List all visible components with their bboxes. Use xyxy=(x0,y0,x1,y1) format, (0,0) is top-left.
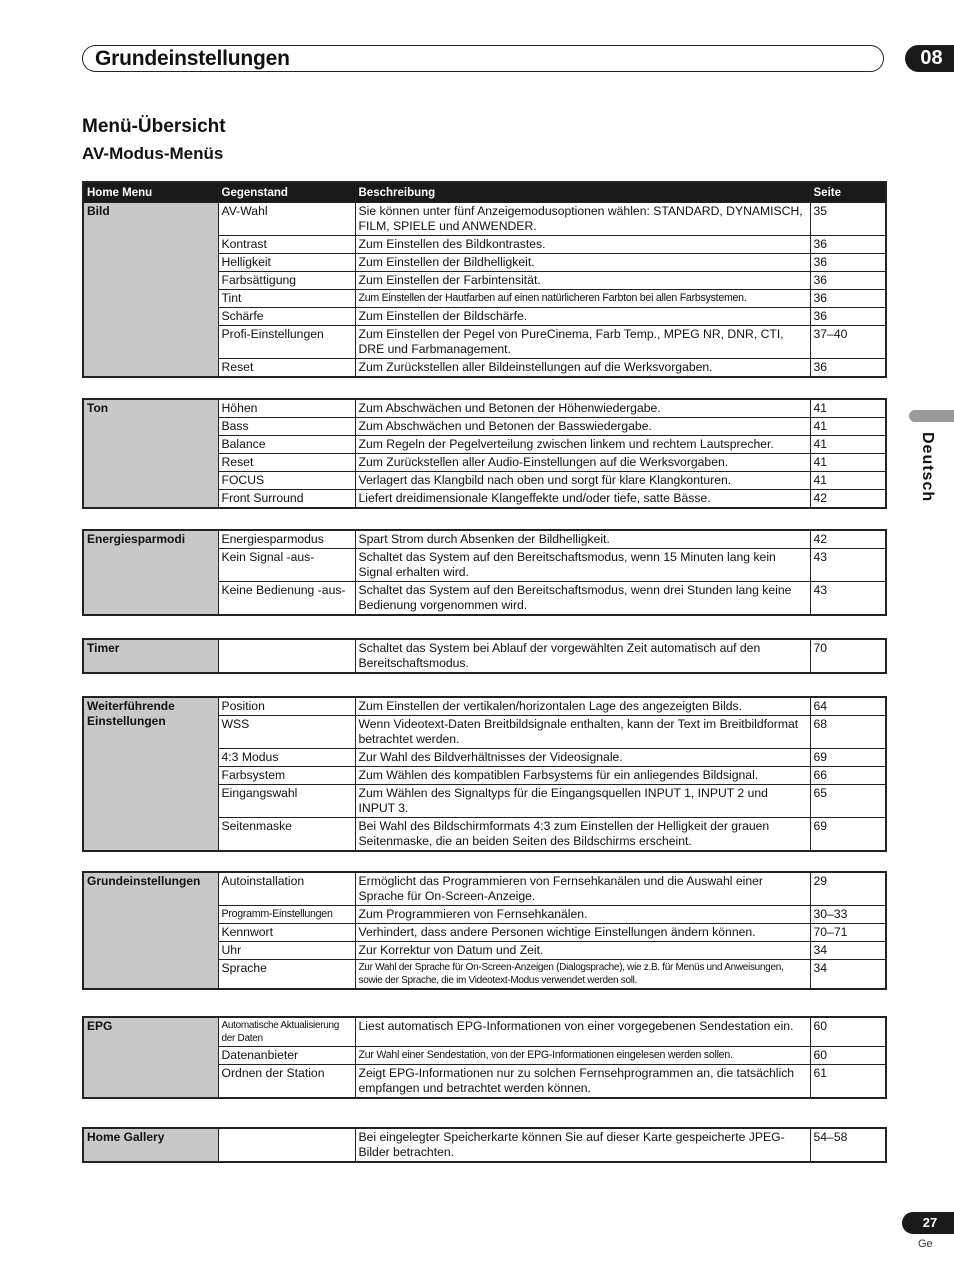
page-cell: 69 xyxy=(810,749,886,767)
item-cell: Uhr xyxy=(218,942,355,960)
description-cell: Zum Zurückstellen aller Bildeinstellungen auf die Werksvorgaben. xyxy=(355,359,810,378)
menu-table-section xyxy=(82,871,887,990)
menu-table-section xyxy=(82,1127,887,1163)
page-cell: 43 xyxy=(810,549,886,582)
description-cell: Sie können unter fünf Anzeigemodusoptionen wählen: STANDARD, DYNAMISCH, FILM, SPIELE und ANWENDER. xyxy=(355,203,810,236)
item-cell: Profi-Einstellungen xyxy=(218,326,355,359)
header-home-menu: Home Menu xyxy=(83,182,218,203)
item-cell: Reset xyxy=(218,359,355,378)
item-cell: Position xyxy=(218,697,355,716)
description-cell: Zum Einstellen des Bildkontrastes. xyxy=(355,236,810,254)
item-cell: Höhen xyxy=(218,399,355,418)
page-cell: 69 xyxy=(810,818,886,852)
item-cell xyxy=(218,639,355,673)
menu-table-section xyxy=(82,696,887,852)
header-item: Gegenstand xyxy=(218,182,355,203)
item-cell: Programm-Einstellungen xyxy=(218,906,355,924)
item-cell: Sprache xyxy=(218,960,355,990)
table-row xyxy=(83,203,886,236)
table-row xyxy=(83,872,886,906)
page-cell: 36 xyxy=(810,359,886,378)
item-cell: Keine Bedienung -aus- xyxy=(218,582,355,616)
item-cell: Ordnen der Station xyxy=(218,1065,355,1099)
description-cell: Zum Regeln der Pegelverteilung zwischen linkem und rechtem Lautsprecher. xyxy=(355,436,810,454)
table-row xyxy=(83,1128,886,1162)
page-cell: 54–58 xyxy=(810,1128,886,1162)
page-cell: 36 xyxy=(810,308,886,326)
page-cell: 41 xyxy=(810,472,886,490)
category-cell: Timer xyxy=(83,639,218,673)
item-cell: Front Surround xyxy=(218,490,355,509)
table-row xyxy=(83,399,886,418)
description-cell: Liest automatisch EPG-Informationen von einer vorgegebenen Sendestation ein. xyxy=(355,1017,810,1047)
description-cell: Zum Zurückstellen aller Audio-Einstellungen auf die Werksvorgaben. xyxy=(355,454,810,472)
header-page: Seite xyxy=(810,182,886,203)
page-cell: 60 xyxy=(810,1017,886,1047)
description-cell: Zeigt EPG-Informationen nur zu solchen Fernsehprogrammen an, die tatsächlich empfangen und betrachtet werden können. xyxy=(355,1065,810,1099)
page-title: Grundeinstellungen xyxy=(95,47,290,70)
description-cell: Verlagert das Klangbild nach oben und sorgt für klare Klangkonturen. xyxy=(355,472,810,490)
item-cell: Autoinstallation xyxy=(218,872,355,906)
item-cell: Kein Signal -aus- xyxy=(218,549,355,582)
item-cell: Farbsystem xyxy=(218,767,355,785)
item-cell: Energiesparmodus xyxy=(218,530,355,549)
table-row xyxy=(83,530,886,549)
item-cell: Eingangswahl xyxy=(218,785,355,818)
item-cell: Kontrast xyxy=(218,236,355,254)
category-cell: Energiesparmodi xyxy=(83,530,218,615)
page-cell: 36 xyxy=(810,254,886,272)
page-cell: 65 xyxy=(810,785,886,818)
description-cell: Zum Programmieren von Fernsehkanälen. xyxy=(355,906,810,924)
description-cell: Zur Wahl des Bildverhältnisses der Videosignale. xyxy=(355,749,810,767)
item-cell: Seitenmaske xyxy=(218,818,355,852)
description-cell: Schaltet das System auf den Bereitschaftsmodus, wenn drei Stunden lang keine Bedienung vorgenommen wird. xyxy=(355,582,810,616)
page-cell: 60 xyxy=(810,1047,886,1065)
description-cell: Zum Wählen des Signaltyps für die Eingangsquellen INPUT 1, INPUT 2 und INPUT 3. xyxy=(355,785,810,818)
description-cell: Zum Abschwächen und Betonen der Höhenwiedergabe. xyxy=(355,399,810,418)
table-row xyxy=(83,1017,886,1047)
description-cell: Zum Wählen des kompatiblen Farbsystems für ein anliegendes Bildsignal. xyxy=(355,767,810,785)
menu-table-section xyxy=(82,1016,887,1099)
item-cell: Automatische Aktualisierung der Daten xyxy=(218,1017,355,1047)
page-cell: 41 xyxy=(810,399,886,418)
description-cell: Zur Wahl der Sprache für On-Screen-Anzeigen (Dialogsprache), wie z.B. für Menüs und Anweisungen, sowie der Sprache, die im Videotext-Modus verwendet werden soll. xyxy=(355,960,810,990)
description-cell: Zum Abschwächen und Betonen der Basswiedergabe. xyxy=(355,418,810,436)
description-cell: Zum Einstellen der Bildhelligkeit. xyxy=(355,254,810,272)
page-cell: 70–71 xyxy=(810,924,886,942)
description-cell: Zur Wahl einer Sendestation, von der EPG-Informationen eingelesen werden sollen. xyxy=(355,1047,810,1065)
page-number: 27 xyxy=(902,1212,954,1234)
page-cell: 29 xyxy=(810,872,886,906)
section-heading: Menü-Übersicht xyxy=(82,116,226,137)
menu-table-section xyxy=(82,638,887,674)
page-cell: 66 xyxy=(810,767,886,785)
item-cell: Datenanbieter xyxy=(218,1047,355,1065)
language-tab-marker xyxy=(909,410,954,422)
chapter-badge: 08 xyxy=(905,45,954,72)
page-cell: 36 xyxy=(810,290,886,308)
item-cell xyxy=(218,1128,355,1162)
description-cell: Schaltet das System auf den Bereitschaftsmodus, wenn 15 Minuten lang kein Signal erhalten wird. xyxy=(355,549,810,582)
description-cell: Zum Einstellen der vertikalen/horizontalen Lage des angezeigten Bilds. xyxy=(355,697,810,716)
description-cell: Verhindert, dass andere Personen wichtige Einstellungen ändern können. xyxy=(355,924,810,942)
item-cell: Reset xyxy=(218,454,355,472)
description-cell: Zum Einstellen der Bildschärfe. xyxy=(355,308,810,326)
item-cell: FOCUS xyxy=(218,472,355,490)
description-cell: Bei eingelegter Speicherkarte können Sie auf dieser Karte gespeicherte JPEG-Bilder betrachten. xyxy=(355,1128,810,1162)
subsection-heading: AV-Modus-Menüs xyxy=(82,144,224,163)
page-cell: 37–40 xyxy=(810,326,886,359)
category-cell: EPG xyxy=(83,1017,218,1098)
menu-table-section xyxy=(82,181,887,378)
item-cell: Bass xyxy=(218,418,355,436)
item-cell: Kennwort xyxy=(218,924,355,942)
page-cell: 36 xyxy=(810,272,886,290)
item-cell: Helligkeit xyxy=(218,254,355,272)
description-cell: Zum Einstellen der Pegel von PureCinema, Farb Temp., MPEG NR, DNR, CTI, DRE und Farbmanagement. xyxy=(355,326,810,359)
item-cell: AV-Wahl xyxy=(218,203,355,236)
page-cell: 61 xyxy=(810,1065,886,1099)
page-cell: 64 xyxy=(810,697,886,716)
item-cell: 4:3 Modus xyxy=(218,749,355,767)
table-row xyxy=(83,697,886,716)
language-side-label: Deutsch xyxy=(919,432,936,503)
page-cell: 42 xyxy=(810,530,886,549)
table-row xyxy=(83,639,886,673)
language-code: Ge xyxy=(918,1238,933,1250)
page-cell: 35 xyxy=(810,203,886,236)
category-cell: Weiterführende Einstellungen xyxy=(83,697,218,851)
item-cell: Farbsättigung xyxy=(218,272,355,290)
description-cell: Zum Einstellen der Farbintensität. xyxy=(355,272,810,290)
page-cell: 41 xyxy=(810,436,886,454)
category-cell: Grundeinstellungen xyxy=(83,872,218,989)
page-cell: 68 xyxy=(810,716,886,749)
description-cell: Liefert dreidimensionale Klangeffekte und/oder tiefe, satte Bässe. xyxy=(355,490,810,509)
description-cell: Ermöglicht das Programmieren von Fernsehkanälen und die Auswahl einer Sprache für On-Screen-Anzeige. xyxy=(355,872,810,906)
description-cell: Zum Einstellen der Hautfarben auf einen natürlicheren Farbton bei allen Farbsystemen. xyxy=(355,290,810,308)
page-cell: 34 xyxy=(810,960,886,990)
menu-table-section xyxy=(82,529,887,616)
description-cell: Zur Korrektur von Datum und Zeit. xyxy=(355,942,810,960)
page-cell: 30–33 xyxy=(810,906,886,924)
page-cell: 42 xyxy=(810,490,886,509)
header-title-bar xyxy=(82,45,884,72)
page-cell: 43 xyxy=(810,582,886,616)
menu-table-section xyxy=(82,398,887,509)
table-header-row xyxy=(83,182,886,203)
header-description: Beschreibung xyxy=(355,182,810,203)
page-cell: 34 xyxy=(810,942,886,960)
category-cell: Home Gallery xyxy=(83,1128,218,1162)
page-cell: 70 xyxy=(810,639,886,673)
item-cell: Tint xyxy=(218,290,355,308)
description-cell: Schaltet das System bei Ablauf der vorgewählten Zeit automatisch auf den Bereitschaftsmodus. xyxy=(355,639,810,673)
description-cell: Spart Strom durch Absenken der Bildhelligkeit. xyxy=(355,530,810,549)
description-cell: Bei Wahl des Bildschirmformats 4:3 zum Einstellen der Helligkeit der grauen Seitenmaske, die an beiden Seiten des Bildschirms erscheint. xyxy=(355,818,810,852)
page-cell: 36 xyxy=(810,236,886,254)
item-cell: WSS xyxy=(218,716,355,749)
item-cell: Schärfe xyxy=(218,308,355,326)
description-cell: Wenn Videotext-Daten Breitbildsignale enthalten, kann der Text im Breitbildformat betrachtet werden. xyxy=(355,716,810,749)
item-cell: Balance xyxy=(218,436,355,454)
category-cell: Ton xyxy=(83,399,218,508)
page-cell: 41 xyxy=(810,454,886,472)
page-cell: 41 xyxy=(810,418,886,436)
category-cell: Bild xyxy=(83,203,218,378)
